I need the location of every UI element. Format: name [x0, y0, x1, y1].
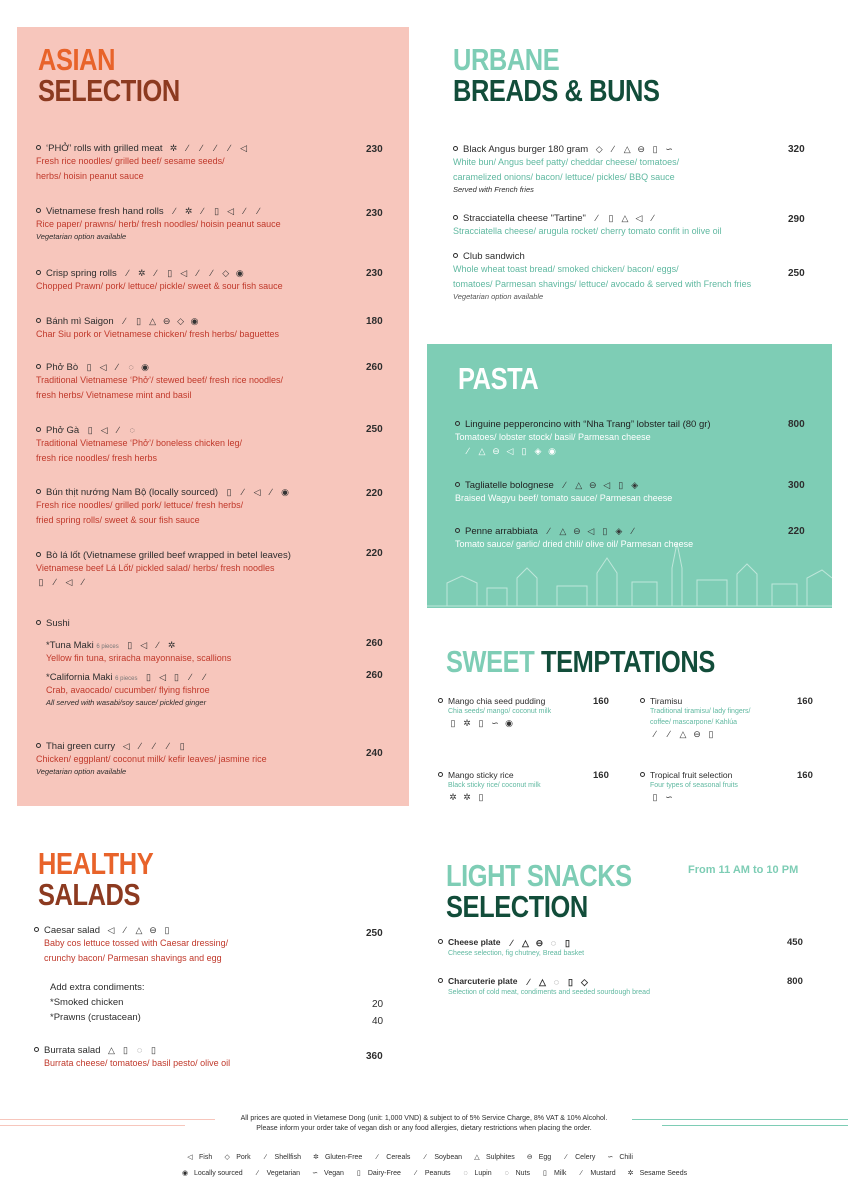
sesame-seeds-icon: ✲ — [627, 1170, 634, 1177]
menu-item-stracciatella-tartine: Stracciatella cheese "Tartine" ∕ ▯ △ ◁ ∕ Stracciatella cheese/ arugula rocket/ cherry tomato confit in olive oil — [453, 213, 722, 237]
menu-item-sushi: Sushi — [36, 618, 70, 629]
price: 260 — [366, 670, 383, 681]
menu-item-mango-sticky-rice: Mango sticky rice Black sticky rice/ coconut milk ✲ ✲ ▯ — [438, 770, 541, 802]
menu-item-black-angus-burger: Black Angus burger 180 gram ◇ ∕ △ ⊖ ▯ ∽ White bun/ Angus beef patty/ cheddar cheese/ tomatoes/ caramelized onions/ bacon/ lettuce/ pickles/ BBQ sauce Served with French fries — [453, 144, 680, 195]
menu-item-bo-la-lot: Bò lá lốt (Vietnamese grilled beef wrapped in betel leaves) Vietnamese beef Lá Lốt/ pickled salad/ herbs/ fresh noodles ▯ ∕ ◁ ∕ — [36, 550, 291, 587]
menu-item-penne: Penne arrabbiata ∕ △ ⊖ ◁ ▯ ◈ ∕ Tomato sauce/ garlic/ dried chili/ olive oil/ Parmesan cheese — [455, 526, 694, 550]
menu-item-cheese-plate: Cheese plate ∕ △ ⊖ ◌ ▯ Cheese selection, fig chutney, Bread basket — [438, 937, 584, 959]
price: 160 — [593, 770, 609, 781]
price: 800 — [788, 419, 805, 430]
mustard-icon: ∕ — [580, 1170, 582, 1177]
price: 20 — [372, 999, 384, 1010]
menu-item-bun-thit-nuong: Bún thịt nướng Nam Bộ (locally sourced) ▯ ∕ ◁ ∕ ◉ Fresh rice noodles/ grilled pork/ lettuce/ fresh herbs/ fried spring rolls/ sweet & sour fish sauce — [36, 487, 289, 526]
menu-item-california-maki: *California Maki 6 pieces ▯ ◁ ▯ ∕ ∕ Crab, avaocado/ cucumber/ flying fishroe All served with wasabi/soy sauce/ pickled ginger — [46, 672, 210, 708]
price: 360 — [366, 1051, 383, 1062]
menu-item-fresh-hand-rolls: Vietnamese fresh hand rolls ∕ ✲ ∕ ▯ ◁ ∕ ∕ Rice paper/ prawns/ herb/ fresh noodles/ hoisin peanut sauce Vegetarian option available — [36, 206, 281, 242]
price: 230 — [366, 144, 383, 155]
menu-item-tropical-fruit: Tropical fruit selection Four types of seasonal fruits ▯ ∽ — [640, 770, 738, 802]
price: 220 — [366, 488, 383, 499]
nuts-icon: ◌ — [504, 1170, 509, 1177]
menu-item-mango-chia: Mango chia seed pudding Chia seeds/ mango/ coconut milk ▯ ✲ ▯ ∽ ◉ — [438, 696, 551, 728]
price: 290 — [788, 214, 805, 225]
price: 220 — [366, 548, 383, 559]
menu-item-caesar-salad: Caesar salad ◁ ∕ △ ⊖ ▯ Baby cos lettuce tossed with Caesar dressing/ crunchy bacon/ Parmesan shavings and egg — [34, 925, 228, 966]
salads-heading: HEALTHY SALADS — [38, 846, 154, 912]
price: 800 — [787, 976, 803, 987]
price: 450 — [787, 937, 803, 948]
menu-item-crisp-spring-rolls: Crisp spring rolls ∕ ✲ ∕ ▯ ◁ ∕ ∕ ◇ ◉ Chopped Prawn/ pork/ lettuce/ pickle/ sweet & sour fish sauce — [36, 268, 283, 292]
price: 230 — [366, 268, 383, 279]
footer-note-2: Please inform your order take of vegan dish or any food allergies, dietary restrictions when placing the order. — [256, 1125, 592, 1132]
menu-item-pho-ga: Phở Gà ▯ ◁ ∕ ◌ Traditional Vietnamese ‘Phở’/ boneless chicken leg/ fresh rice noodles/ fresh herbs — [36, 425, 243, 464]
egg-icon: ⊖ — [526, 1154, 533, 1161]
menu-item-tiramisu: Tiramisu Traditional tiramisu/ lady fingers/ coffee/ mascarpone/ Kahlúa ∕ ∕ △ ⊖ ▯ — [640, 696, 751, 739]
price: 260 — [366, 362, 383, 373]
menu-item-tagliatelle: Tagliatelle bolognese ∕ △ ⊖ ◁ ▯ ◈ Braised Wagyu beef/ tomato sauce/ Parmesan cheese — [455, 480, 673, 504]
menu-item-banh-mi: Bánh mì Saigon ∕ ▯ △ ⊖ ◇ ◉ Char Siu pork or Vietnamese chicken/ fresh herbs/ baguettes — [36, 316, 279, 340]
extra-prawns: *Prawns (crustacean) — [50, 1012, 141, 1023]
locally-sourced-icon: ◉ — [181, 1170, 189, 1177]
menu-item-pho-bo: Phở Bò ▯ ◁ ∕ ◌ ◉ Traditional Vietnamese ‘Phở’/ stewed beef/ fresh rice noodles/ fresh herbs/ Vietnamese mint and basil — [36, 362, 284, 401]
price: 180 — [366, 316, 383, 327]
price: 160 — [797, 696, 813, 707]
price: 250 — [366, 424, 383, 435]
chili-icon: ∽ — [607, 1154, 614, 1161]
price: 160 — [593, 696, 609, 707]
peanuts-icon: ∕ — [415, 1170, 417, 1177]
menu-item-club-sandwich: Club sandwich Whole wheat toast bread/ smoked chicken/ bacon/ eggs/ tomatoes/ Parmesan shavings/ lettuce/ avocado & served with French fries Vegetarian option available — [453, 251, 752, 301]
celery-icon: ∕ — [565, 1154, 567, 1161]
price: 300 — [788, 480, 805, 491]
price: 250 — [366, 928, 383, 939]
vegetarian-icon: ∕ — [257, 1170, 259, 1177]
gluten-free-icon: ✲ — [313, 1154, 319, 1161]
shellfish-icon: ∕ — [264, 1154, 267, 1161]
extra-condiments-label: Add extra condiments: — [50, 982, 145, 993]
sulphites-icon: △ — [474, 1154, 480, 1161]
breads-heading: URBANE BREADS & BUNS — [453, 42, 660, 108]
dairy-free-icon: ▯ — [356, 1170, 361, 1177]
menu-item-tuna-maki: *Tuna Maki 6 pieces ▯ ◁ ∕ ✲ Yellow fin tuna, sriracha mayonnaise, scallions — [46, 640, 232, 664]
lupin-icon: ◌ — [463, 1170, 468, 1177]
cereals-icon: ∕ — [376, 1154, 378, 1161]
price: 240 — [366, 748, 383, 759]
price: 220 — [788, 526, 805, 537]
legend-row-1: ◁ Fish ◇ Pork ∕ Shellfish ✲ Gluten-Free ∕ Cereals ∕ Soybean △ Sulphites ⊖ Egg ∕ Celery ∽ Chili — [185, 1153, 641, 1161]
price: 250 — [788, 268, 805, 279]
asian-selection-heading: ASIAN SELECTION — [38, 42, 180, 108]
menu-item-charcuterie-plate: Charcuterie plate ∕ △ ◌ ▯ ◇ Selection of cold meat, condiments and seeded sourdough bread — [438, 976, 650, 998]
menu-item-linguine: Linguine pepperoncino with “Nha Trang” lobster tail (80 gr) Tomatoes/ lobster stock/ basil/ Parmesan cheese ∕ △ ⊖ ◁ ▯ ◈ ◉ — [455, 419, 711, 456]
price: 160 — [797, 770, 813, 781]
price: 230 — [366, 208, 383, 219]
milk-icon: ▯ — [543, 1170, 547, 1177]
footer-note-1: All prices are quoted in Vietamese Dong (unit: 1,000 VND) & subject to of 5% Service Charge, 8% VAT & 10% Alcohol. — [240, 1115, 608, 1122]
price: 260 — [366, 638, 383, 649]
legend-row-2: ◉ Locally sourced ∕ Vegetarian ∽ Vegan ▯ Dairy-Free ∕ Peanuts ◌ Lupin ◌ Nuts ▯ Milk ∕ Mustard ✲ Sesame Seeds — [181, 1170, 688, 1177]
vegan-icon: ∽ — [312, 1170, 318, 1177]
snacks-heading: LIGHT SNACKS SELECTION — [446, 858, 632, 924]
menu-item-pho-rolls: ‘PHỞ’ rolls with grilled meat ✲ ∕ ∕ ∕ ∕ ◁ Fresh rice noodles/ grilled beef/ sesame seeds/ herbs/ hoisin peanut sauce — [36, 143, 247, 182]
price: 40 — [372, 1016, 384, 1027]
snacks-hours: From 11 AM to 10 PM — [688, 864, 799, 876]
pasta-heading: PASTA — [458, 361, 539, 396]
sweet-heading: SWEET TEMPTATIONS — [446, 644, 715, 679]
price: 320 — [788, 144, 805, 155]
fish-icon: ◁ — [187, 1154, 193, 1161]
menu-item-thai-green-curry: Thai green curry ◁ ∕ ∕ ∕ ▯ Chicken/ eggplant/ coconut milk/ kefir leaves/ jasmine rice Vegetarian option available — [36, 741, 267, 777]
menu-item-burrata-salad: Burrata salad △ ▯ ◌ ▯ Burrata cheese/ tomatoes/ basil pesto/ olive oil — [34, 1045, 230, 1071]
pork-icon: ◇ — [224, 1154, 230, 1161]
soybean-icon: ∕ — [424, 1154, 426, 1161]
extra-smoked-chicken: *Smoked chicken — [50, 997, 124, 1008]
